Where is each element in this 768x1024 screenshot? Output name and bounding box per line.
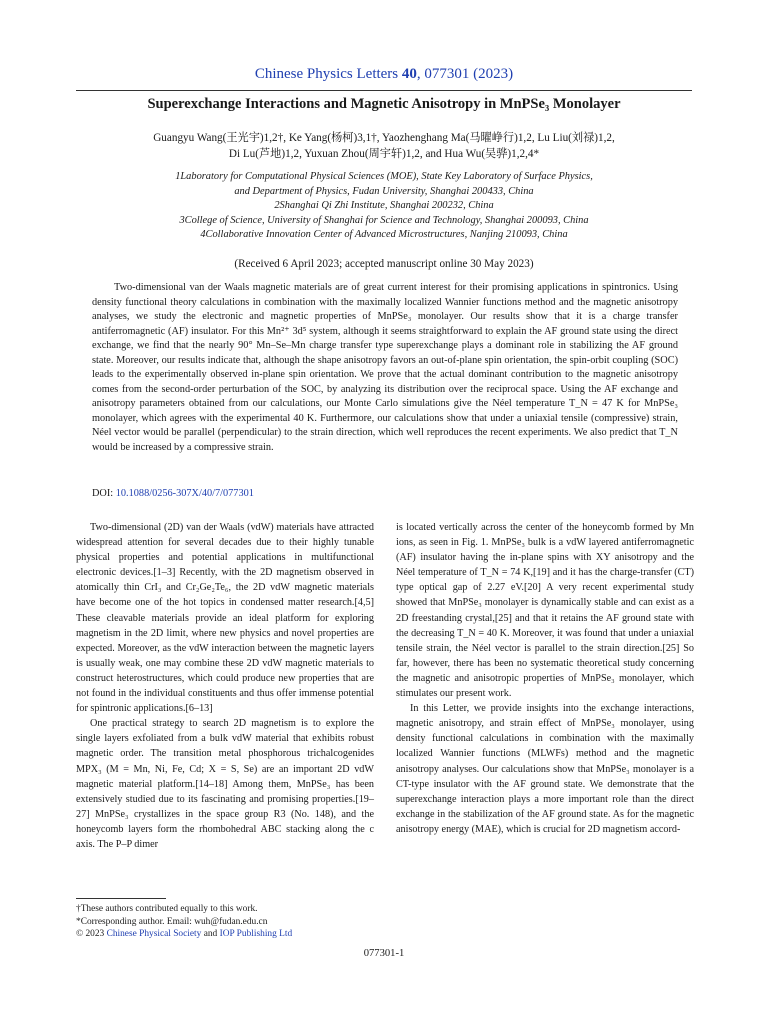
- body-column-right: [396, 520, 694, 837]
- affiliation-line: and Department of Physics, Fudan University, Shanghai 200433, China: [234, 185, 534, 197]
- journal-name: Chinese Physics Letters: [254, 66, 399, 82]
- journal-volume: 40: [401, 66, 417, 82]
- footnote-rule: [76, 898, 166, 899]
- affiliation-line: 3College of Science, University of Shanghai for Science and Technology, Shanghai 200093, China: [179, 214, 589, 226]
- affiliation-line: 1Laboratory for Computational Physical Sciences (MOE), State Key Laboratory of Surface Physics,: [175, 171, 593, 182]
- abstract: Two-dimensional van der Waals magnetic materials are of great current interest for their promising applications in spintronics. Using density functional theory calculations in combination with the maximally localized Wannier functions method and the magnetic anisotropy analyses, we study the electronic and magnetic properties of MnPSe₃ monolayer. Our results show that it is a charge transfer antiferromagnetic (AF) insulator. For this Mn²⁺ 3d⁵ system, although it seems straightforward to explain the AF ground state using the direct exchange, we find that the nearly 90° Mn–Se–Mn charge transfer type superexchange plays a dominant role in stabilizing the AF ground state. Moreover, our results indicate that, although the shape anisotropy favors an out-of-plane spin orientation, the spin-orbit coupling (SOC) leads to the experimentally observed in-plane spin orientation. We prove that the actual dominant contribution to the magnetic anisotropy comes from the second-order perturbation of the SOC, by analyzing its distribution over the reciprocal space. Using the AF exchange and anisotropy parameters obtained from our calculations, our Monte Carlo simulations give the Néel temperature T_N = 47 K for MnPSe₃ monolayer, which agrees with the experimental 40 K. Furthermore, our calculations show that under a uniaxial tensile (compressive) strain, Néel vector would be parallel (perpendicular) to the strain direction, which well reproduces the recent experiments. We also predict that T_N would be increased by a compressive strain.: [92, 282, 678, 454]
- copyright-text: © 2023: [76, 929, 105, 940]
- page-number: 077301-1: [363, 948, 405, 959]
- footnote-corresponding-author: *Corresponding author. Email: wuh@fudan.edu.cn: [76, 916, 268, 927]
- doi-link[interactable]: 10.1088/0256-307X/40/7/077301: [115, 488, 254, 499]
- body-paragraph: is located vertically across the center of the honeycomb formed by Mn ions, as seen in Fig. 1. MnPSe₃ bulk is a vdW layered antiferromagnetic (AF) insulator having the in-plane spins with XY anisotropy and the Néel temperature of T_N = 74 K,[19] and it has the charge-transfer (CT) type optical gap of 2.27 eV.[20] A very recent experimental study showed that MnPSe₃ monolayer is dynamically stable and can exist as a 2D freestanding crystal,[25] and that it retains the AF ground state with the decreasing T_N = 40 K. Moreover, it was found that under a uniaxial tensile strain, the Néel vector is parallel to the strain direction.[25] So far, however, there has been no systematic theoretical study concerning the magnetic and anisotropic properties of MnPSe₃ monolayer, which stimulates our present work.: [396, 522, 694, 700]
- journal-article-number: 077301: [424, 66, 470, 82]
- journal-header: Chinese Physics Letters 40, 077301 (2023): [254, 66, 514, 82]
- body-column-left: [76, 520, 374, 852]
- affiliation-line: 4Collaborative Innovation Center of Advanced Microstructures, Nanjing 210093, China: [200, 229, 568, 241]
- footnotes: [76, 903, 292, 941]
- body-paragraph: In this Letter, we provide insights into the exchange interactions, magnetic anisotropy, and strain effect of MnPSe₃ monolayer, using density functional calculations in combination with the maximally localized Wannier functions (MLWFs) method and the magnetic anisotropy analyses. Our calculations show that MnPSe₃ monolayer is a CT-type insulator with the AF ground state. We demonstrate that the superexchange interaction plays a more important role than the direct exchange in the stabilization of the AF ground state. As for the magnetic anisotropy energy (MAE), which is crucial for 2D magnetism accord-: [396, 703, 694, 835]
- affiliations: [60, 170, 708, 243]
- doi-label: DOI:: [92, 488, 114, 499]
- header-rule: [76, 90, 692, 91]
- copyright-and: and: [203, 929, 218, 940]
- publisher-link[interactable]: IOP Publishing Ltd: [219, 929, 293, 940]
- doi: [92, 488, 254, 499]
- journal-year: (2023): [473, 66, 514, 82]
- body-paragraph: Two-dimensional (2D) van der Waals (vdW) materials have attracted widespread attention for several decades due to their highly tunable physical properties and potential applications in multifunctional electronic devices.[1–3] Recently, with the 2D magnetism observed in atomically thin CrI₃ and Cr₂Ge₂Te₆, the 2D vdW magnetic materials have become one of the hot topics in condensed matter research.[4,5] These cleavable materials provide an ideal platform for exploring magnetism in the 2D limit, where new physics and novel properties are expected. Moreover, as the vdW interaction between the magnetic layers is usually weak, one may combine these 2D vdW magnetic materials to construct heterostructures, which could produce new properties that are not found in the individual constituents and thus offer immense potential for spintronic applications.[6–13]: [76, 522, 374, 715]
- author-line: Guangyu Wang(王光宇)1,2†, Ke Yang(杨柯)3,1†, Yaozhenghang Ma(马曜峥行)1,2, Lu Liu(刘禄)1,2,: [153, 132, 615, 144]
- author-list: [60, 131, 708, 162]
- paper-title: Superexchange Interactions and Magnetic Anisotropy in MnPSe₃ Monolayer: [147, 96, 621, 112]
- affiliation-line: 2Shanghai Qi Zhi Institute, Shanghai 200232, China: [274, 200, 494, 212]
- author-line: Di Lu(芦地)1,2, Yuxuan Zhou(周宇轩)1,2, and Hua Wu(吴骅)1,2,4*: [228, 147, 540, 160]
- society-link[interactable]: Chinese Physical Society: [106, 929, 202, 940]
- received-dates: (Received 6 April 2023; accepted manuscript online 30 May 2023): [234, 258, 534, 270]
- footnote-equal-contribution: †These authors contributed equally to this work.: [76, 904, 258, 914]
- footnote-copyright: [76, 928, 292, 941]
- body-paragraph: One practical strategy to search 2D magnetism is to explore the single layers exfoliated from a bulk vdW material that exhibits robust magnetic order. The transition metal phosphorous trichalcogenides MPX₃ (M = Mn, Ni, Fe, Cd; X = S, Se) are an important 2D vdW magnetic material platform.[14–18] Among them, MnPSe₃ has been extensively studied due to its fascinating and promising properties.[19–27] MnPSe₃ crystallizes in the space group R3 (No. 148), and the honeycomb layers form the rhombohedral ABC stacking along the c axis. The P–P dimer: [76, 718, 374, 850]
